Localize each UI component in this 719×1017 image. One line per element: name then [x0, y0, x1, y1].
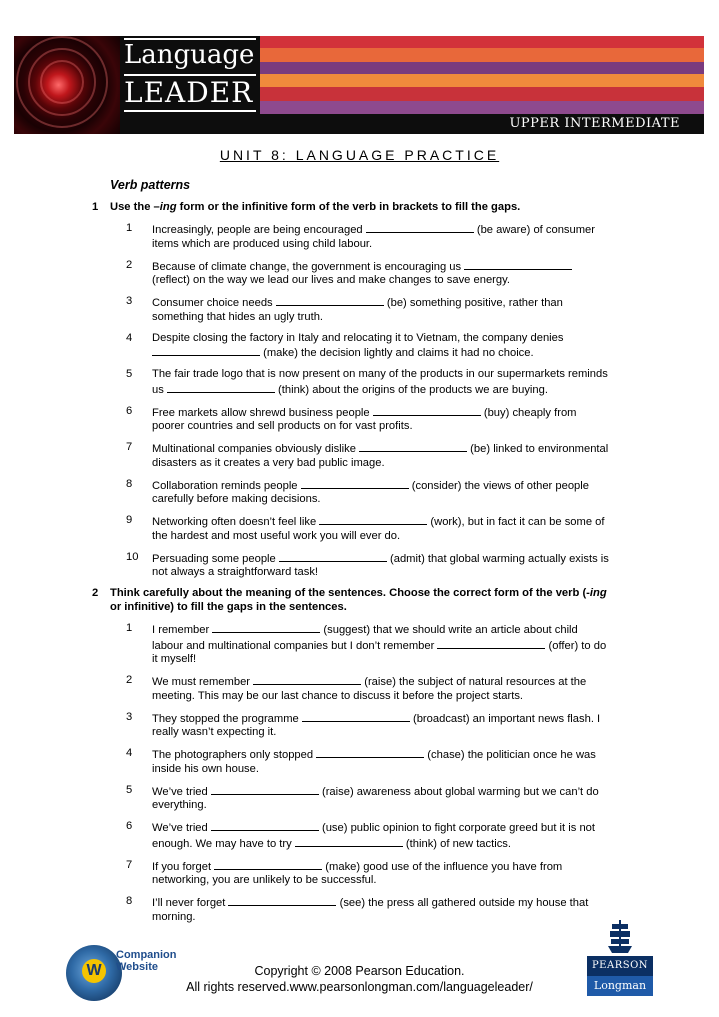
question-text: (offer) to do it myself!: [152, 639, 607, 665]
question-text: (chase) the politician once he was inside his own house.: [152, 749, 596, 775]
exercise-content: [92, 178, 610, 932]
question-number: 8: [126, 477, 133, 490]
exercise-number: 1: [92, 200, 99, 213]
question-text: (make) the decision lightly and claims it had no choice.: [260, 347, 534, 359]
question-text: Increasingly, people are being encouraged: [152, 224, 366, 236]
question-number: 1: [126, 222, 133, 234]
question-number: 2: [126, 674, 133, 686]
question-text: If you forget: [152, 860, 215, 873]
rights-line: All rights reserved.www.pearsonlongman.com/languageleader/: [186, 980, 533, 994]
level-bar: [260, 114, 704, 134]
question-item: [110, 405, 610, 434]
pearson-label: PEARSON: [587, 956, 653, 976]
exercise-1: [92, 200, 610, 580]
answer-gap: [152, 345, 260, 356]
question-text: Collaboration reminds people: [152, 479, 301, 492]
question-text: (suggest) that we should write an article about child labour and multinational companies but I don’t remember: [152, 624, 578, 652]
answer-gap: [437, 638, 545, 649]
question-text: (think) about the origins of the products we are buying.: [274, 383, 548, 396]
question-number: 3: [126, 710, 133, 723]
question-text: (be aware) of consumer items which are produced using child labour.: [152, 224, 595, 250]
page-title: UNIT 8: LANGUAGE PRACTICE: [219, 147, 500, 163]
answer-gap: [316, 747, 424, 758]
question-item: [110, 674, 610, 703]
answer-gap: [319, 514, 427, 525]
question-text: We’ve tried: [152, 822, 211, 834]
question-number: 10: [126, 550, 139, 563]
question-number: 1: [126, 622, 133, 634]
question-item: [110, 332, 610, 361]
question-text: (raise) awareness about global warming but we can’t do everything.: [152, 785, 599, 811]
logo-word-language: Language: [124, 40, 255, 70]
answer-gap: [212, 622, 320, 633]
logo-word-leader: LEADER: [124, 76, 254, 109]
instruction-text: Use the –: [110, 200, 160, 213]
answer-gap: [464, 259, 572, 270]
question-item: [110, 747, 610, 776]
question-text: The photographers only stopped: [152, 749, 317, 761]
question-text: (reflect) on the way we lead our lives and make changes to save energy.: [152, 274, 510, 286]
question-number: 3: [126, 295, 133, 307]
question-item: [110, 784, 610, 813]
answer-gap: [253, 674, 361, 685]
question-item: [110, 441, 610, 470]
colour-stripes: [260, 36, 704, 114]
question-text: Persuading some people: [152, 552, 279, 565]
language-leader-logo: [120, 36, 260, 134]
answer-gap: [373, 405, 481, 416]
question-text: Multinational companies obviously dislike: [152, 443, 360, 455]
ship-icon: [607, 920, 633, 954]
question-text: Because of climate change, the government is encouraging us: [152, 260, 465, 273]
question-item: [110, 895, 610, 924]
exercise-instruction: [94, 201, 610, 215]
stripe: [260, 48, 704, 62]
question-number: 2: [126, 258, 133, 271]
question-text: (be) linked to environmental disasters as it creates a very bad public image.: [152, 443, 609, 469]
answer-gap: [302, 711, 410, 722]
stripe: [260, 87, 704, 101]
copyright-line: Copyright © 2008 Pearson Education.: [254, 964, 465, 978]
answer-gap: [214, 859, 322, 870]
question-text: (be) something positive, rather than something that hides an ugly truth.: [152, 297, 563, 323]
question-item: [110, 368, 610, 397]
question-item: [110, 514, 610, 543]
question-text: The fair trade logo that is now present on many of the products in our supermarkets reminds us: [152, 368, 608, 396]
question-number: 8: [126, 895, 133, 907]
answer-gap: [295, 836, 403, 847]
question-text: (use) public opinion to fight corporate greed but it is not enough. We may have to try: [152, 822, 595, 850]
question-text: I’ll never forget: [152, 897, 229, 909]
question-item: [110, 478, 610, 507]
question-text: We’ve tried: [152, 785, 211, 798]
question-number: 9: [126, 514, 133, 526]
header-banner: [14, 36, 704, 134]
exercise-instruction: [94, 587, 610, 614]
question-text: Free markets allow shrewd business people: [152, 406, 373, 419]
answer-gap: [167, 382, 275, 393]
question-number: 4: [126, 331, 133, 344]
answer-gap: [366, 222, 474, 233]
level-label: UPPER INTERMEDIATE: [509, 116, 680, 131]
instruction-text: Think carefully about the meaning of the sentences. Choose the correct form of the verb (-: [110, 587, 590, 599]
question-text: (think) of new tactics.: [402, 837, 512, 850]
answer-gap: [279, 551, 387, 562]
question-item: [110, 622, 610, 667]
question-item: [110, 711, 610, 740]
section-heading: Verb patterns: [110, 178, 191, 192]
question-text: I remember: [152, 624, 213, 636]
question-text: We must remember: [152, 676, 254, 688]
question-text: Consumer choice needs: [152, 297, 276, 309]
answer-gap: [228, 895, 336, 906]
stripe: [260, 101, 704, 114]
question-text: (consider) the views of other people carefully before making decisions.: [152, 479, 589, 505]
answer-gap: [211, 820, 319, 831]
companion-letter: W: [82, 959, 106, 983]
question-number: 5: [126, 783, 133, 796]
question-number: 6: [126, 820, 133, 832]
question-item: [110, 820, 610, 851]
answer-gap: [211, 784, 319, 795]
question-text: They stopped the programme: [152, 712, 302, 725]
question-item: [110, 295, 610, 324]
instruction-text: ing: [159, 200, 177, 213]
question-text: (make) good use of the influence you have from networking, you are unlikely to be successful.: [152, 860, 563, 886]
question-number: 7: [126, 441, 133, 453]
question-text: (admit) that global warming actually exists is not always a straightforward task!: [152, 552, 609, 578]
question-number: 5: [126, 368, 133, 380]
question-item: [110, 259, 610, 288]
pearson-longman-logo: [587, 920, 653, 996]
exercise-number: 2: [92, 587, 99, 599]
question-number: 7: [126, 858, 133, 871]
stripe: [260, 36, 704, 48]
question-number: 4: [126, 747, 133, 759]
question-text: (see) the press all gathered outside my house that morning.: [152, 897, 589, 923]
question-text: Despite closing the factory in Italy and relocating it to Vietnam, the company denies: [152, 331, 564, 344]
companion-line1: Companion: [116, 949, 177, 961]
stripe: [260, 62, 704, 74]
question-item: [110, 551, 610, 580]
spiral-staircase-image: [14, 36, 120, 134]
answer-gap: [359, 441, 467, 452]
question-item: [110, 859, 610, 888]
stripe: [260, 74, 704, 87]
question-text: Networking often doesn’t feel like: [152, 516, 320, 528]
companion-line2: Website: [116, 961, 158, 973]
question-text: (buy) cheaply from poorer countries and sell products on for vast profits.: [152, 406, 577, 432]
answer-gap: [276, 295, 384, 306]
answer-gap: [301, 478, 409, 489]
longman-label: Longman: [587, 976, 653, 996]
question-text: (raise) the subject of natural resources at the meeting. This may be our last chance to discuss it before the project starts.: [152, 676, 587, 702]
question-item: [110, 222, 610, 251]
question-text: (broadcast) an important news flash. I really wasn’t expecting it.: [152, 712, 601, 738]
exercise-2: [92, 587, 610, 924]
question-text: (work), but in fact it can be some of the hardest and most useful work you will ever do.: [152, 516, 605, 542]
instruction-text: or infinitive) to fill the gaps in the sentences.: [110, 600, 347, 613]
instruction-text: form or the infinitive form of the verb in brackets to fill the gaps.: [176, 200, 521, 213]
instruction-text: ing: [589, 587, 607, 599]
question-number: 6: [126, 404, 133, 417]
